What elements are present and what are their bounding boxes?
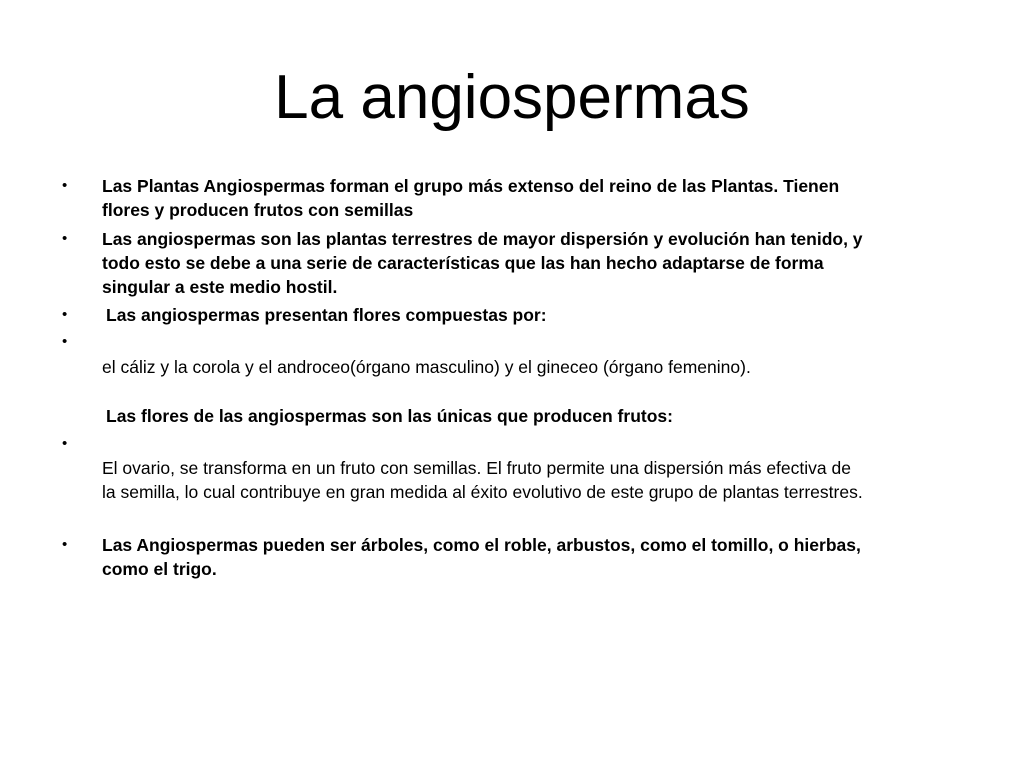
slide-title: La angiospermas (274, 63, 750, 132)
bullet-3-line-1: Las angiospermas presentan flores compuestas por: (106, 305, 547, 325)
bullet-2-line-2: todo esto se debe a una serie de características que las han hecho adaptarse de forma (102, 253, 824, 273)
bullet-5-line-2: la semilla, lo cual contribuye en gran medida al éxito evolutivo de este grupo de plantas terrestres. (102, 482, 863, 502)
bullet-marker: • (62, 306, 68, 323)
bullet-1-line-1: Las Plantas Angiospermas forman el grupo más extenso del reino de las Plantas. Tienen (102, 176, 840, 196)
bullet-marker: • (62, 435, 68, 452)
bullet-marker: • (62, 177, 68, 194)
bullet-6-line-1: Las Angiospermas pueden ser árboles, como el roble, arbustos, como el tomillo, o hierbas, (102, 535, 861, 555)
bullet-5-line-1: El ovario, se transforma en un fruto con semillas. El fruto permite una dispersión más efectiva de (102, 458, 851, 478)
bullet-2-line-3: singular a este medio hostil. (102, 277, 338, 297)
bullet-2-line-1: Las angiospermas son las plantas terrestres de mayor dispersión y evolución han tenido, y (102, 229, 863, 249)
bullet-marker: • (62, 333, 68, 350)
bullet-marker: • (62, 230, 68, 247)
bullet-6-line-2: como el trigo. (102, 559, 217, 579)
bullet-1-line-2: flores y producen frutos con semillas (102, 200, 414, 220)
bullet-4-line-1: el cáliz y la corola y el androceo(órgano masculino) y el gineceo (órgano femenino). (102, 357, 751, 377)
bullet-4-line-2: Las flores de las angiospermas son las únicas que producen frutos: (106, 406, 673, 426)
bullet-marker: • (62, 536, 68, 553)
